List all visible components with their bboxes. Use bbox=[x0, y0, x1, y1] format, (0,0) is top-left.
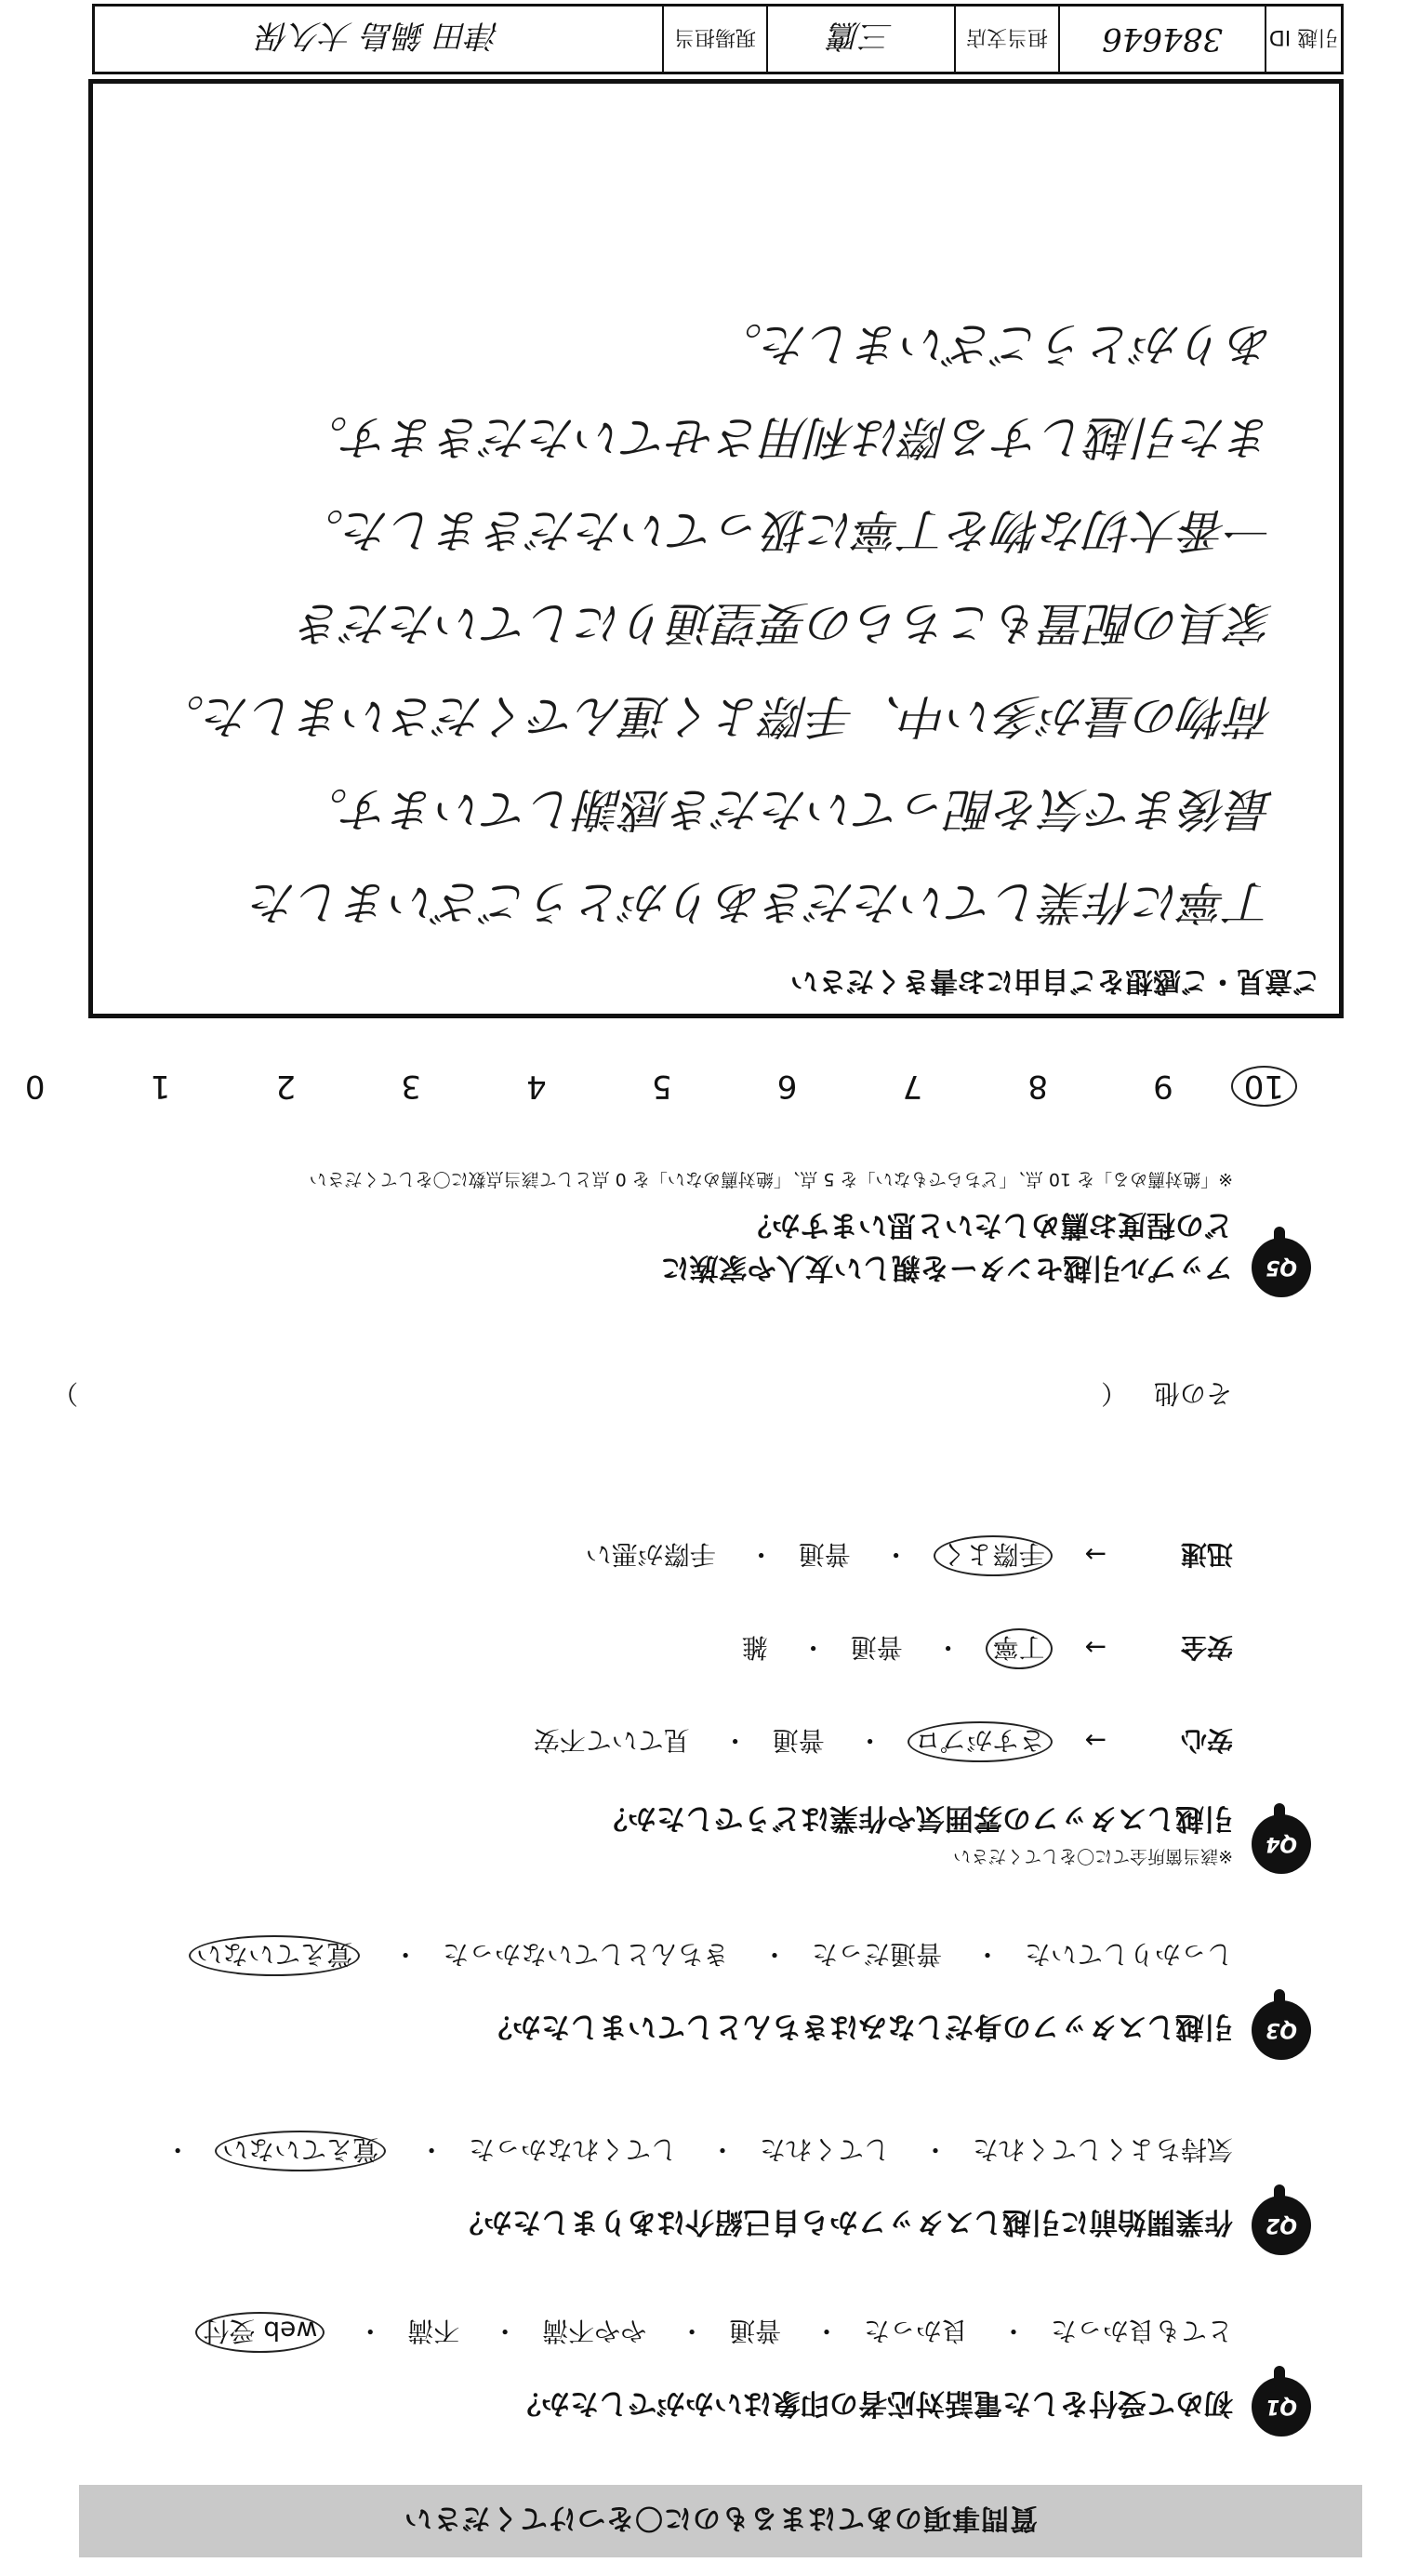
question-1 bbox=[102, 2288, 1311, 2437]
scale-2[interactable]: 2 bbox=[275, 1068, 297, 1105]
q4-row-2-opt-3[interactable]: 雑 bbox=[741, 1632, 768, 1663]
q3-opt-4[interactable]: 覚えていない bbox=[189, 1935, 360, 1976]
q2-opt-3[interactable]: してくれなかった bbox=[469, 2134, 678, 2165]
q4-row-3: 迅速→ 手際よく・ 普通・ 手際が悪い bbox=[586, 1535, 1233, 1576]
q5-text-line2: どの程度お薦めしたいと思いますか？ bbox=[743, 1208, 1233, 1242]
branch-label: 担当支店 bbox=[954, 7, 1058, 72]
move-id-value: 384646 bbox=[1058, 7, 1265, 72]
q3-opt-2[interactable]: 普通だった bbox=[812, 1939, 943, 1970]
q3-text: 引越しスタッフの身だしなみはきちんとしていましたか？ bbox=[484, 2010, 1233, 2043]
q4-text: 引越しスタッフの雰囲気や作業はどうでしたか？ bbox=[599, 1801, 1233, 1835]
rating-scale bbox=[0, 1066, 1297, 1107]
q4-row-3-label: 迅速 bbox=[1180, 1539, 1233, 1570]
handwritten-line-7: ありがとうございました。 bbox=[716, 317, 1274, 371]
q1-opt-2[interactable]: 良かった bbox=[864, 2316, 969, 2346]
staff-value: 津田 鍋島 大久保 bbox=[258, 17, 499, 55]
handwritten-line-4: 家具の配置もこちらの要望通りにしていただき bbox=[298, 596, 1274, 650]
scale-10[interactable]: 10 bbox=[1231, 1066, 1297, 1107]
footer-table bbox=[92, 4, 1344, 74]
scale-9[interactable]: 9 bbox=[1153, 1068, 1173, 1105]
q1-options: とても良かった・ 良かった・ 普通・ やや不満・ 不満・ web 受付 bbox=[196, 2312, 1234, 2353]
q5-note: ※「絶対薦める」を 10 点、「どちらでもない」を 5 点、「絶対薦めない」を 0 点として該当点数に〇をしてください bbox=[309, 1169, 1233, 1189]
q4-note: ※該当箇所全てに〇をしてください bbox=[953, 1846, 1233, 1866]
q4-badge: Q4 bbox=[1252, 1814, 1311, 1874]
handwritten-line-3: 荷物の量が多い中、手際よく運んでくださいました。 bbox=[158, 689, 1274, 743]
question-5 bbox=[102, 1130, 1311, 1297]
q1-text: 初めて受付をした電話対応者の印象はいかがでしたか？ bbox=[512, 2386, 1233, 2420]
q4-row-2: 安全→ 丁寧・ 普通・ 雑 bbox=[742, 1628, 1233, 1669]
q1-opt-4[interactable]: やや不満 bbox=[542, 2316, 647, 2346]
q5-text-line1: アップル引越センターを親しい友人や家族に bbox=[660, 1251, 1233, 1284]
arrow-icon: → bbox=[1084, 1725, 1107, 1756]
question-2 bbox=[102, 2106, 1311, 2255]
q4-row-2-opt-1[interactable]: 丁寧 bbox=[986, 1628, 1053, 1669]
q4-row-3-opt-1[interactable]: 手際よく bbox=[934, 1535, 1053, 1576]
q4-row-1-label: 安心 bbox=[1180, 1725, 1233, 1756]
other-label: その他 bbox=[1153, 1378, 1232, 1409]
comment-box[interactable] bbox=[88, 79, 1344, 1018]
q2-text: 作業開始前に引越しスタッフから自己紹介はありましたか？ bbox=[455, 2205, 1233, 2238]
q1-badge: Q1 bbox=[1252, 2377, 1311, 2437]
q1-opt-3[interactable]: 普通 bbox=[729, 2316, 782, 2346]
scale-5[interactable]: 5 bbox=[651, 1068, 672, 1105]
q2-options: 気持ちよくしてくれた・ してくれた・ してくれなかった・ 覚えていない・ bbox=[132, 2131, 1233, 2171]
arrow-icon: → bbox=[1084, 1632, 1107, 1663]
scale-3[interactable]: 3 bbox=[401, 1068, 421, 1105]
scale-8[interactable]: 8 bbox=[1027, 1068, 1048, 1105]
q4-row-2-label: 安全 bbox=[1180, 1632, 1233, 1663]
q1-opt-1[interactable]: とても良かった bbox=[1050, 2316, 1233, 2346]
q2-opt-4[interactable]: 覚えていない bbox=[215, 2131, 386, 2171]
scale-4[interactable]: 4 bbox=[526, 1068, 547, 1105]
handwritten-line-1: 丁寧に作業していただきありがとうございました bbox=[251, 875, 1274, 929]
q2-opt-1[interactable]: 気持ちよくしてくれた bbox=[972, 2134, 1233, 2165]
scale-0[interactable]: 0 bbox=[24, 1068, 46, 1105]
q4-row-3-opt-3[interactable]: 手際が悪い bbox=[585, 1539, 716, 1570]
question-4 bbox=[102, 1483, 1311, 1874]
q4-row-1-opt-3[interactable]: 見ていて不安 bbox=[533, 1725, 690, 1756]
q4-row-2-opt-2[interactable]: 普通 bbox=[850, 1632, 903, 1663]
q3-opt-1[interactable]: しっかりしていた bbox=[1024, 1939, 1233, 1970]
staff-label: 現場担当 bbox=[662, 7, 766, 72]
q1-opt-6[interactable]: web 受付 bbox=[196, 2312, 325, 2353]
handwritten-line-6: また引越しする際は利用させていただきます。 bbox=[301, 410, 1274, 464]
scale-7[interactable]: 7 bbox=[902, 1068, 923, 1105]
q4-row-3-opt-2[interactable]: 普通 bbox=[798, 1539, 851, 1570]
q3-badge: Q3 bbox=[1252, 2000, 1311, 2060]
handwritten-line-2: 最後まで気を配っていただき感謝しています。 bbox=[301, 782, 1274, 836]
question-3 bbox=[102, 1911, 1311, 2060]
q4-row-1: 安心→ さすがプロ・ 普通・ 見ていて不安 bbox=[534, 1721, 1233, 1762]
q5-badge: Q5 bbox=[1252, 1238, 1311, 1297]
q3-options: しっかりしていた・ 普通だった・ きちんとしていなかった・ 覚えていない bbox=[189, 1935, 1233, 1976]
scale-1[interactable]: 1 bbox=[150, 1068, 171, 1105]
q2-opt-2[interactable]: してくれた bbox=[760, 2134, 891, 2165]
q1-opt-5[interactable]: 不満 bbox=[407, 2316, 460, 2346]
handwritten-line-5: 一番大切な物を丁寧に扱っていただきました。 bbox=[298, 503, 1274, 557]
branch-value: 三鷹 bbox=[766, 7, 954, 72]
move-id-label: 引越 ID bbox=[1265, 7, 1341, 72]
q2-badge: Q2 bbox=[1252, 2196, 1311, 2255]
other-field[interactable]: その他 （） bbox=[52, 1378, 1232, 1409]
q4-row-1-opt-2[interactable]: 普通 bbox=[772, 1725, 825, 1756]
arrow-icon: → bbox=[1084, 1539, 1107, 1570]
q3-opt-3[interactable]: きちんとしていなかった bbox=[443, 1939, 730, 1970]
instruction-banner: 質問事項のあてはまるものに〇をつけてください bbox=[79, 2485, 1362, 2557]
q4-row-1-opt-1[interactable]: さすがプロ bbox=[908, 1721, 1053, 1762]
comment-title: ご意見・ご感想をご自由にお書きください bbox=[790, 964, 1320, 997]
scale-6[interactable]: 6 bbox=[776, 1068, 798, 1105]
